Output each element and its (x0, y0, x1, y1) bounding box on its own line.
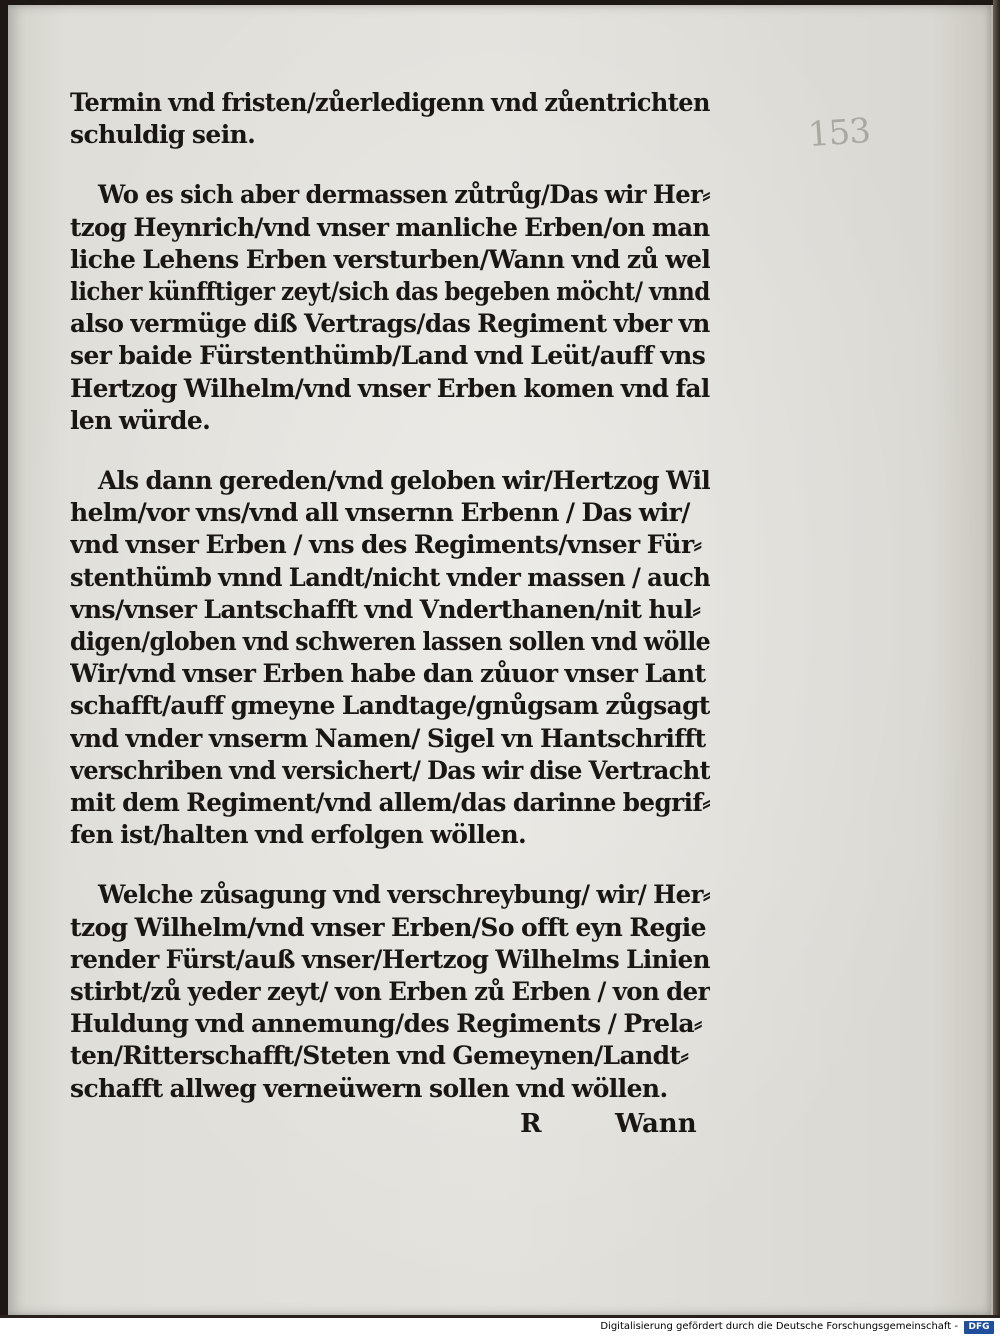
text-line: licher künfftiger zeyt/sich das begeben möcht/ vnnd (70, 277, 710, 307)
funding-credit: Digitalisierung gefördert durch die Deutsche Forschungsgemeinschaft - (600, 1321, 958, 1332)
text-line: helm/vor vns/vnd all vnsernn Erbenn / Das wir/ (70, 498, 690, 528)
dfg-logo: DFG (964, 1321, 994, 1334)
text-line: stenthümb vnnd Landt/nicht vnder massen / auch (70, 562, 710, 592)
text-line: Hertzog Wilhelm/vnd vnser Erben komen vnd fal (70, 373, 710, 403)
text-line: ser baide Fürstenthümb/Land vnd Leüt/auff vns (70, 341, 706, 371)
text-line: len würde. (70, 405, 211, 435)
catchword: Wann (615, 1109, 697, 1139)
text-line: vnd vnder vnserm Namen/ Sigel vn Hantschrifft (70, 723, 706, 753)
page-edge (993, 0, 1000, 1318)
text-line: Termin vnd fristen/zůerledigenn vnd zůentrichten (70, 88, 710, 117)
text-line: verschriben vnd versichert/ Das wir dise Vertracht (70, 755, 710, 785)
paragraph-3 (70, 465, 710, 851)
text-line: tzog Heynrich/vnd vnser manliche Erben/on man (70, 212, 710, 242)
book-page (8, 5, 993, 1315)
folio-number: 153 (806, 110, 872, 156)
text-line: Huldung vnd annemung/des Regiments / Prela⸗ (70, 1009, 702, 1039)
text-line: schafft allweg verneüwern sollen vnd wöllen. (70, 1073, 668, 1103)
text-line: fen ist/halten vnd erfolgen wöllen. (70, 820, 527, 850)
text-line: vnd vnser Erben / vns des Regiments/vnser Für⸗ (70, 530, 702, 560)
text-line: Welche zůsagung vnd verschreybung/ wir/ Her⸗ (98, 880, 710, 910)
text-line: mit dem Regiment/vnd allem/das darinne begrif⸗ (70, 788, 710, 818)
text-line: stirbt/zů yeder zeyt/ von Erben zů Erben / von der (70, 977, 710, 1007)
text-line: Als dann gereden/vnd geloben wir/Hertzog Wil (98, 466, 710, 496)
paragraph-2 (70, 179, 710, 437)
text-line: Wo es sich aber dermassen zůtrůg/Das wir Her⸗ (98, 180, 710, 210)
catchline (70, 1109, 710, 1145)
text-line: schafft/auff gmeyne Landtage/gnůgsam zůgsagt (70, 691, 710, 721)
text-line: tzog Wilhelm/vnd vnser Erben/So offt eyn Regie (70, 912, 706, 942)
footer-bar (0, 1318, 1000, 1338)
signature-mark: R (520, 1109, 542, 1139)
text-line: also vermüge diß Vertrags/das Regiment vber vn (70, 309, 710, 339)
body-text (70, 87, 710, 1105)
text-line: schuldig sein. (70, 120, 256, 150)
text-line: Wir/vnd vnser Erben habe dan zůuor vnser Lant (70, 659, 706, 689)
text-line: render Fürst/auß vnser/Hertzog Wilhelms Linien (70, 944, 710, 974)
text-line: liche Lehens Erben versturben/Wann vnd zů wel (70, 244, 710, 274)
text-line: vns/vnser Lantschafft vnd Vnderthanen/nit hul⸗ (70, 594, 701, 624)
paragraph-4 (70, 879, 710, 1104)
paragraph-1 (70, 87, 710, 151)
text-line: ten/Ritterschafft/Steten vnd Gemeynen/Landt⸗ (70, 1041, 689, 1071)
text-line: digen/globen vnd schweren lassen sollen vnd wölle (70, 627, 710, 657)
